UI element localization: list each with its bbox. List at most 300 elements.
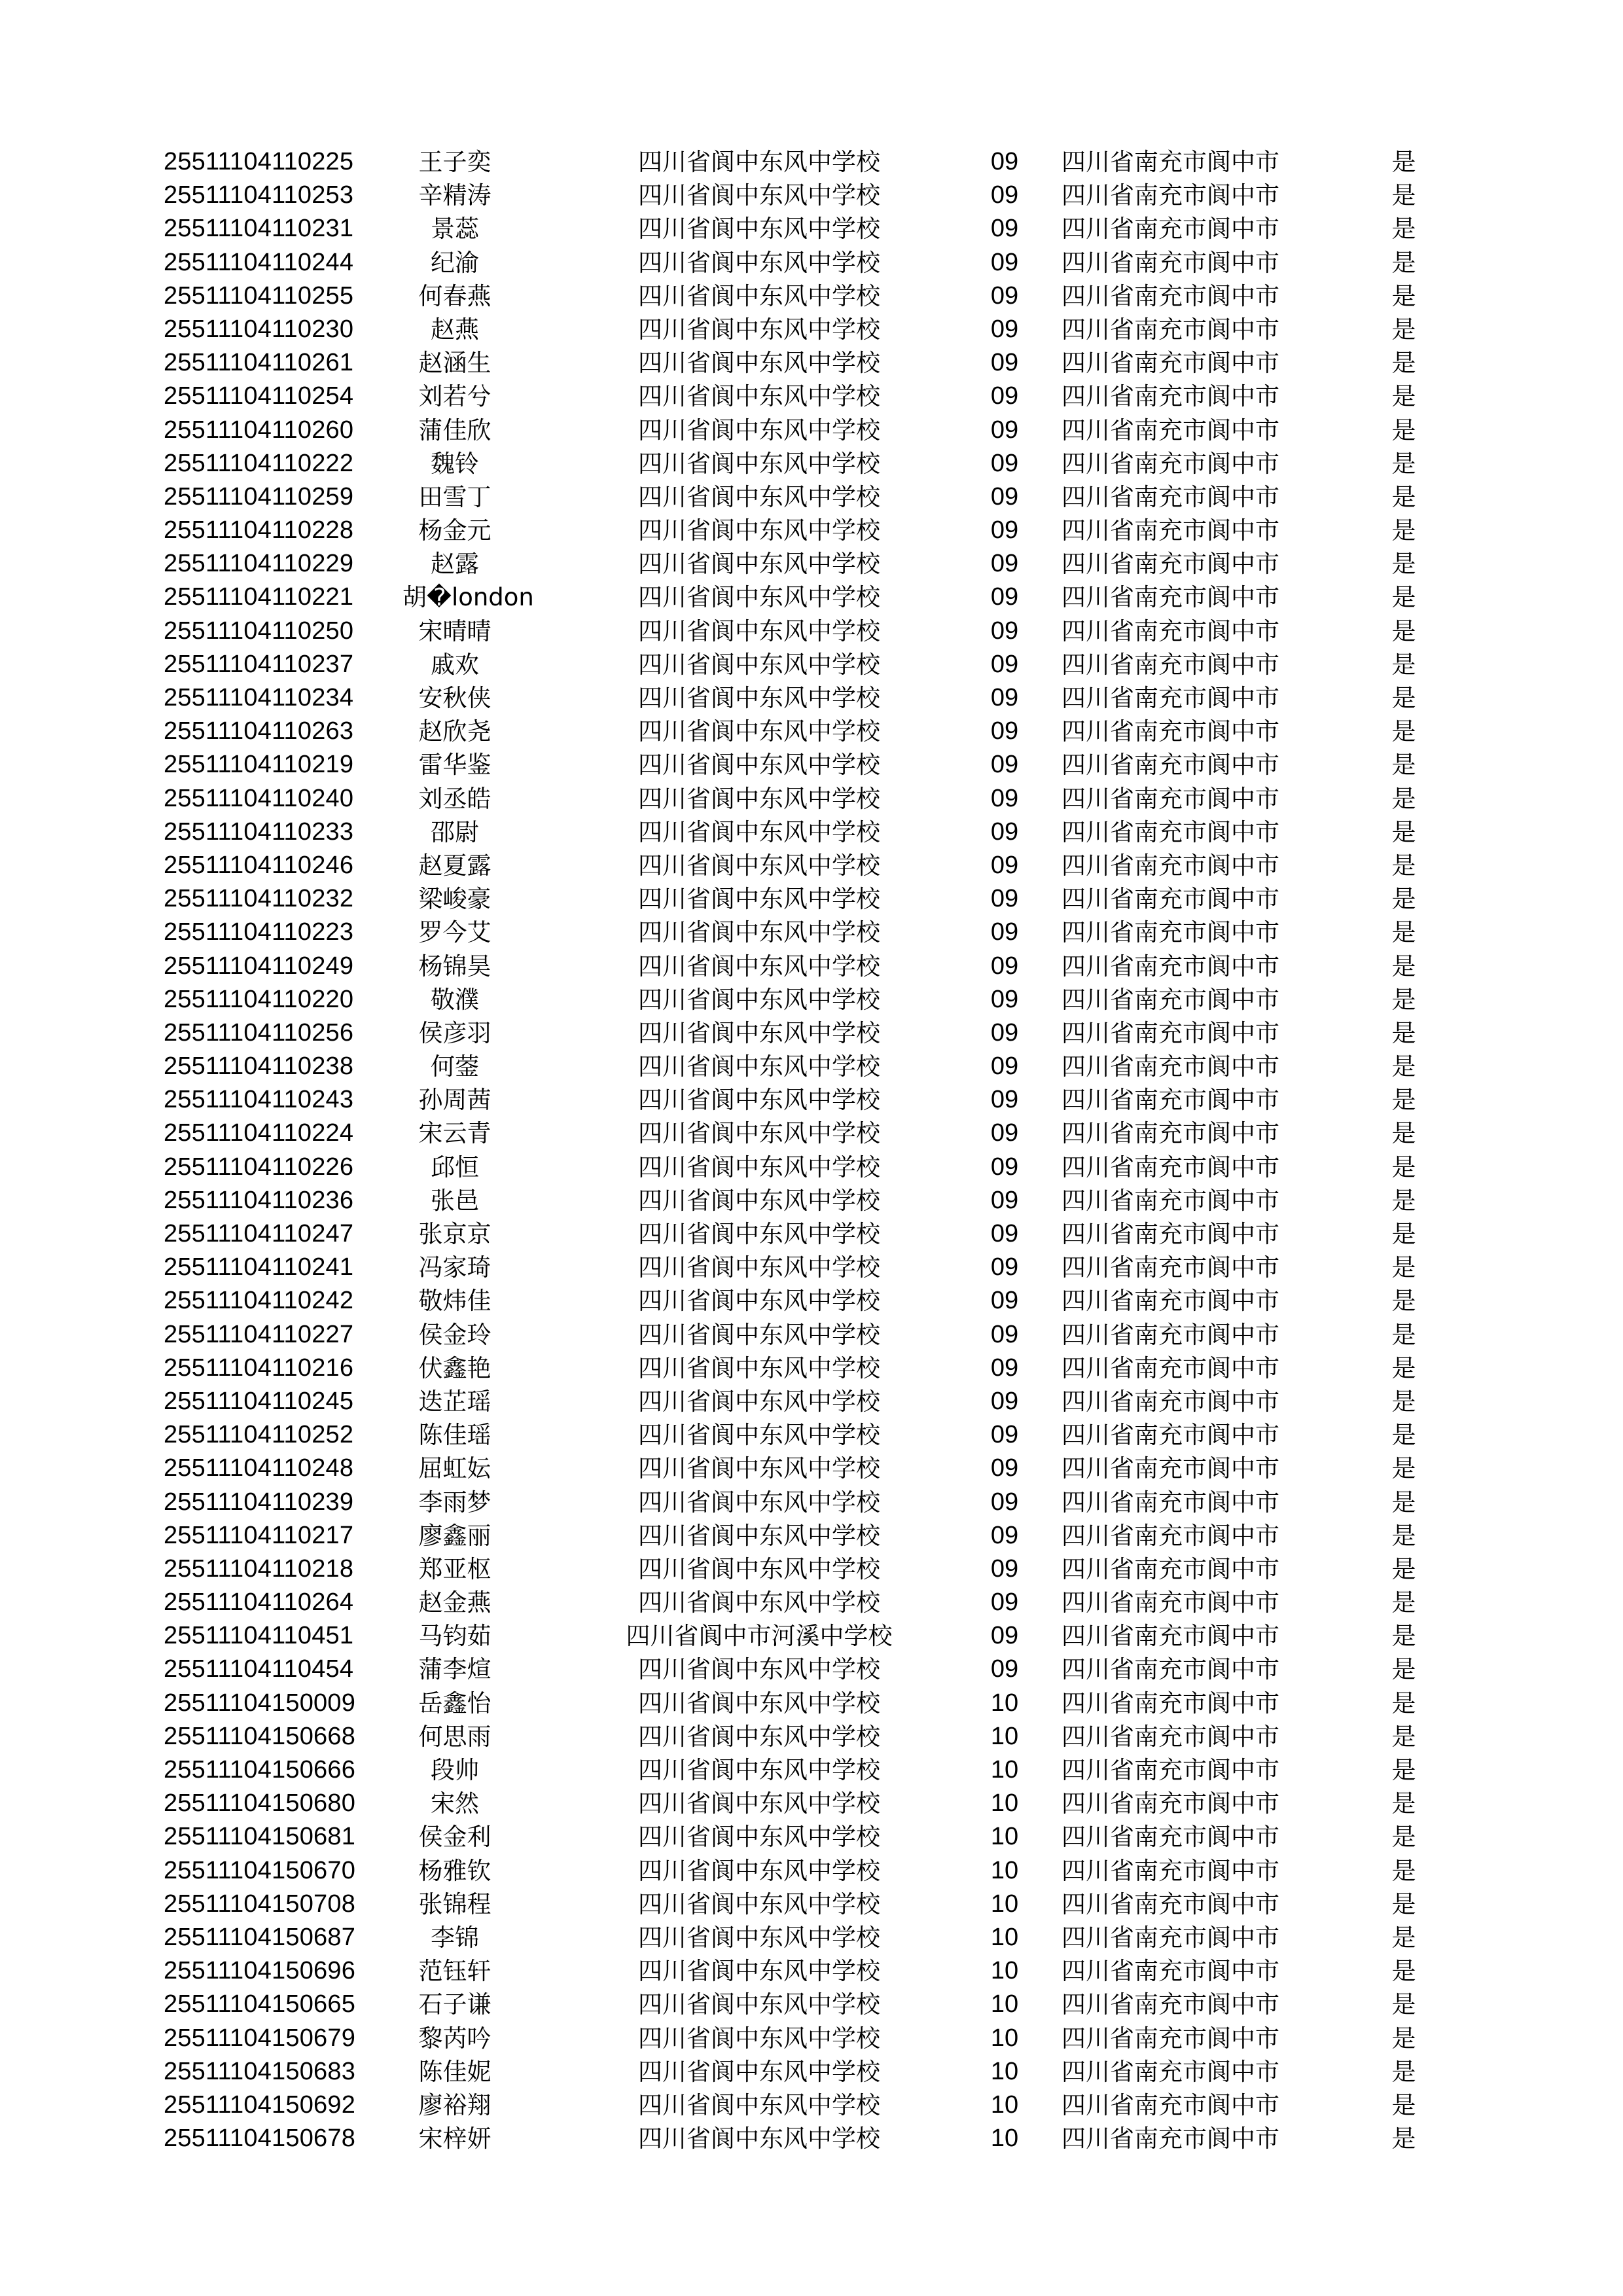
student-name-cell: 岳鑫怡	[418, 1689, 491, 1717]
grade-cell: 09	[990, 617, 1019, 645]
status-flag-cell: 是	[1391, 1086, 1416, 1115]
table-row	[0, 1050, 1623, 1083]
student-name-cell: 陈佳妮	[418, 2057, 491, 2086]
region-cell: 四川省南充市阆中市	[1061, 784, 1279, 813]
table-row	[0, 2089, 1623, 2122]
school-name-cell: 四川省阆中东风中学校	[638, 181, 880, 210]
region-cell: 四川省南充市阆中市	[1061, 952, 1279, 980]
school-name-cell: 四川省阆中东风中学校	[638, 2125, 880, 2153]
school-name-cell: 四川省阆中东风中学校	[638, 1990, 880, 2019]
grade-cell: 09	[990, 1153, 1019, 1181]
school-name-cell: 四川省阆中东风中学校	[638, 1153, 880, 1181]
grade-cell: 09	[990, 315, 1019, 343]
status-flag-cell: 是	[1391, 1890, 1416, 1918]
student-name-cell: 廖鑫丽	[418, 1521, 491, 1550]
school-name-cell: 四川省阆中东风中学校	[638, 1521, 880, 1550]
student-name-cell: 宋梓妍	[418, 2125, 491, 2153]
school-name-cell: 四川省阆中东风中学校	[638, 1588, 880, 1617]
status-flag-cell: 是	[1391, 2057, 1416, 2086]
school-name-cell: 四川省阆中东风中学校	[638, 918, 880, 947]
student-name-cell: 刘丞皓	[418, 784, 491, 813]
student-id-cell: 25511104110217	[164, 1521, 354, 1549]
grade-cell: 09	[990, 215, 1019, 243]
school-name-cell: 四川省阆中东风中学校	[638, 2090, 880, 2119]
grade-cell: 09	[990, 181, 1019, 209]
student-id-cell: 25511104110233	[164, 817, 354, 846]
status-flag-cell: 是	[1391, 1119, 1416, 1148]
school-name-cell: 四川省阆中东风中学校	[638, 885, 880, 914]
status-flag-cell: 是	[1391, 2090, 1416, 2119]
grade-cell: 10	[990, 1756, 1019, 1784]
region-cell: 四川省南充市阆中市	[1061, 817, 1279, 846]
student-id-cell: 25511104110230	[164, 315, 354, 343]
student-id-cell: 25511104110231	[164, 215, 354, 243]
status-flag-cell: 是	[1391, 751, 1416, 780]
school-name-cell: 四川省阆中东风中学校	[638, 1856, 880, 1885]
student-id-cell: 25511104150679	[164, 2024, 356, 2052]
table-row	[0, 145, 1623, 179]
table-row	[0, 1552, 1623, 1586]
grade-cell: 10	[990, 1923, 1019, 1951]
status-flag-cell: 是	[1391, 315, 1416, 344]
student-name-cell: 李雨梦	[418, 1488, 491, 1516]
table-row	[0, 1820, 1623, 1854]
status-flag-cell: 是	[1391, 550, 1416, 579]
student-id-cell: 25511104110253	[164, 181, 354, 209]
student-id-cell: 25511104110249	[164, 952, 354, 980]
grade-cell: 10	[990, 1890, 1019, 1918]
student-name-cell: 杨金元	[418, 516, 491, 545]
region-cell: 四川省南充市阆中市	[1061, 1153, 1279, 1181]
region-cell: 四川省南充市阆中市	[1061, 1086, 1279, 1115]
status-flag-cell: 是	[1391, 1789, 1416, 1818]
school-name-cell: 四川省阆中东风中学校	[638, 449, 880, 478]
student-name-cell: 赵欣尧	[418, 717, 491, 746]
grade-cell: 09	[990, 817, 1019, 846]
student-id-cell: 25511104110264	[164, 1588, 354, 1617]
table-row	[0, 1988, 1623, 2021]
status-flag-cell: 是	[1391, 1220, 1416, 1248]
table-row	[0, 615, 1623, 648]
status-flag-cell: 是	[1391, 1488, 1416, 1516]
student-id-cell: 25511104150009	[164, 1689, 356, 1717]
grade-cell: 09	[990, 1186, 1019, 1214]
student-id-cell: 25511104150683	[164, 2057, 356, 2085]
region-cell: 四川省南充市阆中市	[1061, 281, 1279, 310]
school-name-cell: 四川省阆中市河溪中学校	[626, 1622, 893, 1651]
school-name-cell: 四川省阆中东风中学校	[638, 1119, 880, 1148]
status-flag-cell: 是	[1391, 1554, 1416, 1583]
student-name-cell: 敬濮	[431, 985, 479, 1014]
status-flag-cell: 是	[1391, 1990, 1416, 2019]
student-id-cell: 25511104110243	[164, 1086, 354, 1114]
table-row	[0, 179, 1623, 212]
status-flag-cell: 是	[1391, 1689, 1416, 1717]
table-row	[0, 480, 1623, 514]
school-name-cell: 四川省阆中东风中学校	[638, 1253, 880, 1282]
student-name-cell: 范钰轩	[418, 1957, 491, 1986]
student-id-cell: 25511104110218	[164, 1554, 354, 1583]
student-id-cell: 25511104110256	[164, 1018, 354, 1047]
region-cell: 四川省南充市阆中市	[1061, 248, 1279, 277]
region-cell: 四川省南充市阆中市	[1061, 1488, 1279, 1516]
status-flag-cell: 是	[1391, 684, 1416, 712]
grade-cell: 09	[990, 952, 1019, 980]
school-name-cell: 四川省阆中东风中学校	[638, 1890, 880, 1918]
student-id-cell: 25511104150708	[164, 1890, 356, 1918]
student-name-cell: 赵燕	[431, 315, 479, 344]
grade-cell: 10	[990, 1789, 1019, 1818]
grade-cell: 09	[990, 1554, 1019, 1583]
grade-cell: 09	[990, 985, 1019, 1013]
student-name-cell: 李锦	[431, 1923, 479, 1952]
table-row	[0, 1385, 1623, 1418]
status-flag-cell: 是	[1391, 1354, 1416, 1382]
student-id-cell: 25511104110241	[164, 1253, 354, 1282]
grade-cell: 09	[990, 449, 1019, 477]
grade-cell: 09	[990, 281, 1019, 310]
status-flag-cell: 是	[1391, 952, 1416, 980]
student-name-cell: 邵尉	[431, 817, 479, 846]
school-name-cell: 四川省阆中东风中学校	[638, 1655, 880, 1684]
school-name-cell: 四川省阆中东风中学校	[638, 349, 880, 378]
region-cell: 四川省南充市阆中市	[1061, 1756, 1279, 1784]
student-id-cell: 25511104110247	[164, 1220, 354, 1247]
table-row	[0, 313, 1623, 346]
student-name-cell: 邱恒	[431, 1153, 479, 1181]
table-row	[0, 1854, 1623, 1888]
student-name-cell: 冯家琦	[418, 1253, 491, 1282]
student-id-cell: 25511104150665	[164, 1990, 356, 2018]
school-name-cell: 四川省阆中东风中学校	[638, 1689, 880, 1717]
student-name-cell: 张邑	[431, 1186, 479, 1215]
student-name-cell: 罗今艾	[418, 918, 491, 947]
table-row	[0, 1586, 1623, 1619]
status-flag-cell: 是	[1391, 1923, 1416, 1952]
grade-cell: 09	[990, 1454, 1019, 1482]
student-name-cell: 何春燕	[418, 281, 491, 310]
grade-cell: 10	[990, 1990, 1019, 2018]
school-name-cell: 四川省阆中东风中学校	[638, 583, 880, 612]
table-row	[0, 950, 1623, 983]
table-row	[0, 1251, 1623, 1284]
student-id-cell: 25511104110236	[164, 1186, 354, 1214]
grade-cell: 10	[990, 2024, 1019, 2052]
student-id-cell: 25511104110220	[164, 985, 354, 1013]
region-cell: 四川省南充市阆中市	[1061, 1454, 1279, 1483]
grade-cell: 09	[990, 1320, 1019, 1348]
student-name-cell: 迭芷瑶	[418, 1387, 491, 1416]
grade-cell: 09	[990, 349, 1019, 377]
table-row	[0, 212, 1623, 245]
table-row	[0, 1753, 1623, 1787]
student-name-cell: 张京京	[418, 1220, 491, 1248]
student-id-cell: 25511104110237	[164, 650, 354, 678]
student-name-cell: 宋云青	[418, 1119, 491, 1148]
student-id-cell: 25511104110225	[164, 148, 354, 175]
student-id-cell: 25511104110240	[164, 784, 354, 812]
status-flag-cell: 是	[1391, 851, 1416, 880]
region-cell: 四川省南充市阆中市	[1061, 1789, 1279, 1818]
grade-cell: 09	[990, 1521, 1019, 1549]
student-id-cell: 25511104110222	[164, 449, 354, 477]
region-cell: 四川省南充市阆中市	[1061, 2024, 1279, 2053]
status-flag-cell: 是	[1391, 1153, 1416, 1181]
table-row	[0, 1486, 1623, 1519]
region-cell: 四川省南充市阆中市	[1061, 1052, 1279, 1081]
grade-cell: 09	[990, 1220, 1019, 1247]
school-name-cell: 四川省阆中东风中学校	[638, 751, 880, 780]
school-name-cell: 四川省阆中东风中学校	[638, 1488, 880, 1516]
school-name-cell: 四川省阆中东风中学校	[638, 2057, 880, 2086]
school-name-cell: 四川省阆中东风中学校	[638, 1756, 880, 1784]
table-row	[0, 1787, 1623, 1820]
table-row	[0, 246, 1623, 279]
student-id-cell: 25511104110248	[164, 1454, 354, 1482]
student-id-cell: 25511104110252	[164, 1421, 354, 1449]
status-flag-cell: 是	[1391, 1756, 1416, 1784]
region-cell: 四川省南充市阆中市	[1061, 650, 1279, 679]
status-flag-cell: 是	[1391, 583, 1416, 612]
grade-cell: 09	[990, 1018, 1019, 1047]
student-name-cell: 陈佳瑶	[418, 1421, 491, 1450]
school-name-cell: 四川省阆中东风中学校	[638, 1018, 880, 1047]
school-name-cell: 四川省阆中东风中学校	[638, 985, 880, 1014]
status-flag-cell: 是	[1391, 784, 1416, 813]
school-name-cell: 四川省阆中东风中学校	[638, 1554, 880, 1583]
region-cell: 四川省南充市阆中市	[1061, 148, 1279, 176]
grade-cell: 09	[990, 516, 1019, 545]
student-id-cell: 25511104110226	[164, 1153, 354, 1181]
region-cell: 四川省南充市阆中市	[1061, 1253, 1279, 1282]
student-name-cell: 赵金燕	[418, 1588, 491, 1617]
table-row	[0, 279, 1623, 313]
student-name-cell: 戚欢	[431, 650, 479, 679]
student-name-cell: 杨雅钦	[418, 1856, 491, 1885]
school-name-cell: 四川省阆中东风中学校	[638, 1722, 880, 1751]
student-name-cell: 何蓥	[431, 1052, 479, 1081]
school-name-cell: 四川省阆中东风中学校	[638, 1186, 880, 1215]
grade-cell: 09	[990, 1421, 1019, 1449]
table-row	[0, 1418, 1623, 1452]
grade-cell: 09	[990, 416, 1019, 444]
region-cell: 四川省南充市阆中市	[1061, 617, 1279, 645]
student-id-cell: 25511104110238	[164, 1052, 354, 1081]
table-row	[0, 581, 1623, 614]
table-row	[0, 1720, 1623, 1753]
table-row	[0, 346, 1623, 380]
grade-cell: 09	[990, 1287, 1019, 1315]
table-row	[0, 447, 1623, 480]
region-cell: 四川省南充市阆中市	[1061, 2090, 1279, 2119]
student-id-cell: 25511104110224	[164, 1119, 354, 1147]
region-cell: 四川省南充市阆中市	[1061, 583, 1279, 612]
table-row	[0, 1921, 1623, 1954]
status-flag-cell: 是	[1391, 1018, 1416, 1047]
school-name-cell: 四川省阆中东风中学校	[638, 1923, 880, 1952]
table-row	[0, 882, 1623, 916]
region-cell: 四川省南充市阆中市	[1061, 1554, 1279, 1583]
student-name-cell: 宋然	[431, 1789, 479, 1818]
student-name-cell: 郑亚枢	[418, 1554, 491, 1583]
grade-cell: 09	[990, 1354, 1019, 1382]
region-cell: 四川省南充市阆中市	[1061, 751, 1279, 780]
grade-cell: 10	[990, 1957, 1019, 1985]
school-name-cell: 四川省阆中东风中学校	[638, 650, 880, 679]
grade-cell: 10	[990, 1689, 1019, 1717]
region-cell: 四川省南充市阆中市	[1061, 1287, 1279, 1316]
status-flag-cell: 是	[1391, 918, 1416, 947]
table-row	[0, 547, 1623, 581]
region-cell: 四川省南充市阆中市	[1061, 1186, 1279, 1215]
student-name-cell: 侯金玲	[418, 1320, 491, 1349]
status-flag-cell: 是	[1391, 181, 1416, 210]
school-name-cell: 四川省阆中东风中学校	[638, 817, 880, 846]
school-name-cell: 四川省阆中东风中学校	[638, 1957, 880, 1986]
student-name-cell: 安秋侠	[418, 684, 491, 712]
status-flag-cell: 是	[1391, 2125, 1416, 2153]
status-flag-cell: 是	[1391, 1957, 1416, 1986]
table-row	[0, 2022, 1623, 2055]
student-id-cell: 25511104150666	[164, 1756, 356, 1784]
region-cell: 四川省南充市阆中市	[1061, 315, 1279, 344]
status-flag-cell: 是	[1391, 717, 1416, 746]
status-flag-cell: 是	[1391, 1823, 1416, 1852]
school-name-cell: 四川省阆中东风中学校	[638, 1320, 880, 1349]
table-row	[0, 1284, 1623, 1318]
region-cell: 四川省南充市阆中市	[1061, 1622, 1279, 1651]
student-name-cell: 王子奕	[418, 148, 491, 176]
student-id-cell: 25511104150670	[164, 1856, 356, 1884]
status-flag-cell: 是	[1391, 1421, 1416, 1450]
grade-cell: 09	[990, 784, 1019, 812]
region-cell: 四川省南充市阆中市	[1061, 1856, 1279, 1885]
grade-cell: 09	[990, 1052, 1019, 1081]
school-name-cell: 四川省阆中东风中学校	[638, 281, 880, 310]
table-row	[0, 1452, 1623, 1485]
status-flag-cell: 是	[1391, 817, 1416, 846]
student-id-cell: 25511104110228	[164, 516, 354, 545]
student-id-cell: 25511104110229	[164, 550, 354, 578]
school-name-cell: 四川省阆中东风中学校	[638, 482, 880, 511]
table-row	[0, 681, 1623, 715]
grade-cell: 10	[990, 1823, 1019, 1851]
student-name-cell: 梁峻豪	[418, 885, 491, 914]
school-name-cell: 四川省阆中东风中学校	[638, 1052, 880, 1081]
table-row	[0, 1117, 1623, 1150]
student-id-cell: 25511104150668	[164, 1722, 356, 1750]
table-row	[0, 1687, 1623, 1720]
grade-cell: 10	[990, 2090, 1019, 2119]
region-cell: 四川省南充市阆中市	[1061, 918, 1279, 947]
student-id-cell: 25511104110454	[164, 1655, 354, 1683]
table-row	[0, 1016, 1623, 1050]
student-name-cell: 侯金利	[418, 1823, 491, 1852]
school-name-cell: 四川省阆中东风中学校	[638, 2024, 880, 2053]
status-flag-cell: 是	[1391, 1454, 1416, 1483]
student-id-cell: 25511104110221	[164, 583, 354, 611]
grade-cell: 09	[990, 1086, 1019, 1114]
student-name-cell: 刘若兮	[418, 382, 491, 411]
student-name-cell: 辛精涛	[418, 181, 491, 210]
grade-cell: 09	[990, 1622, 1019, 1650]
table-row	[0, 1519, 1623, 1552]
region-cell: 四川省南充市阆中市	[1061, 1119, 1279, 1148]
status-flag-cell: 是	[1391, 1287, 1416, 1316]
status-flag-cell: 是	[1391, 516, 1416, 545]
status-flag-cell: 是	[1391, 1622, 1416, 1651]
student-id-cell: 25511104110451	[164, 1622, 354, 1650]
status-flag-cell: 是	[1391, 1387, 1416, 1416]
table-row	[0, 380, 1623, 413]
region-cell: 四川省南充市阆中市	[1061, 2057, 1279, 2086]
student-id-cell: 25511104110234	[164, 684, 354, 711]
school-name-cell: 四川省阆中东风中学校	[638, 1823, 880, 1852]
student-name-cell: 杨锦昊	[418, 952, 491, 980]
student-id-cell: 25511104150681	[164, 1823, 356, 1851]
student-id-cell: 25511104110242	[164, 1287, 354, 1315]
table-row	[0, 514, 1623, 547]
student-name-cell: 何思雨	[418, 1722, 491, 1751]
status-flag-cell: 是	[1391, 482, 1416, 511]
student-name-cell: 赵夏露	[418, 851, 491, 880]
table-row	[0, 1888, 1623, 1921]
region-cell: 四川省南充市阆中市	[1061, 1823, 1279, 1852]
school-name-cell: 四川省阆中东风中学校	[638, 382, 880, 411]
student-name-cell: 石子谦	[418, 1990, 491, 2019]
table-row	[0, 1151, 1623, 1184]
status-flag-cell: 是	[1391, 1521, 1416, 1550]
table-row	[0, 983, 1623, 1016]
student-id-cell: 25511104110255	[164, 281, 354, 310]
table-row	[0, 2055, 1623, 2089]
school-name-cell: 四川省阆中东风中学校	[638, 516, 880, 545]
table-row	[0, 1619, 1623, 1653]
status-flag-cell: 是	[1391, 1052, 1416, 1081]
grade-cell: 09	[990, 1387, 1019, 1415]
table-row	[0, 916, 1623, 949]
roster-table	[0, 145, 1623, 2155]
status-flag-cell: 是	[1391, 215, 1416, 243]
grade-cell: 09	[990, 851, 1019, 879]
region-cell: 四川省南充市阆中市	[1061, 1018, 1279, 1047]
grade-cell: 09	[990, 382, 1019, 410]
student-id-cell: 25511104110216	[164, 1354, 354, 1382]
student-id-cell: 25511104110245	[164, 1387, 354, 1415]
status-flag-cell: 是	[1391, 1186, 1416, 1215]
student-id-cell: 25511104150696	[164, 1957, 356, 1985]
grade-cell: 09	[990, 918, 1019, 946]
table-row	[0, 715, 1623, 748]
school-name-cell: 四川省阆中东风中学校	[638, 148, 880, 176]
student-name-cell: 段帅	[431, 1756, 479, 1784]
status-flag-cell: 是	[1391, 416, 1416, 444]
grade-cell: 09	[990, 885, 1019, 913]
grade-cell: 09	[990, 751, 1019, 779]
grade-cell: 09	[990, 583, 1019, 611]
region-cell: 四川省南充市阆中市	[1061, 349, 1279, 378]
school-name-cell: 四川省阆中东风中学校	[638, 1387, 880, 1416]
region-cell: 四川省南充市阆中市	[1061, 717, 1279, 746]
region-cell: 四川省南充市阆中市	[1061, 1354, 1279, 1382]
school-name-cell: 四川省阆中东风中学校	[638, 717, 880, 746]
table-row	[0, 1954, 1623, 1988]
student-id-cell: 25511104110219	[164, 751, 354, 779]
status-flag-cell: 是	[1391, 1856, 1416, 1885]
status-flag-cell: 是	[1391, 985, 1416, 1014]
school-name-cell: 四川省阆中东风中学校	[638, 315, 880, 344]
status-flag-cell: 是	[1391, 1655, 1416, 1684]
